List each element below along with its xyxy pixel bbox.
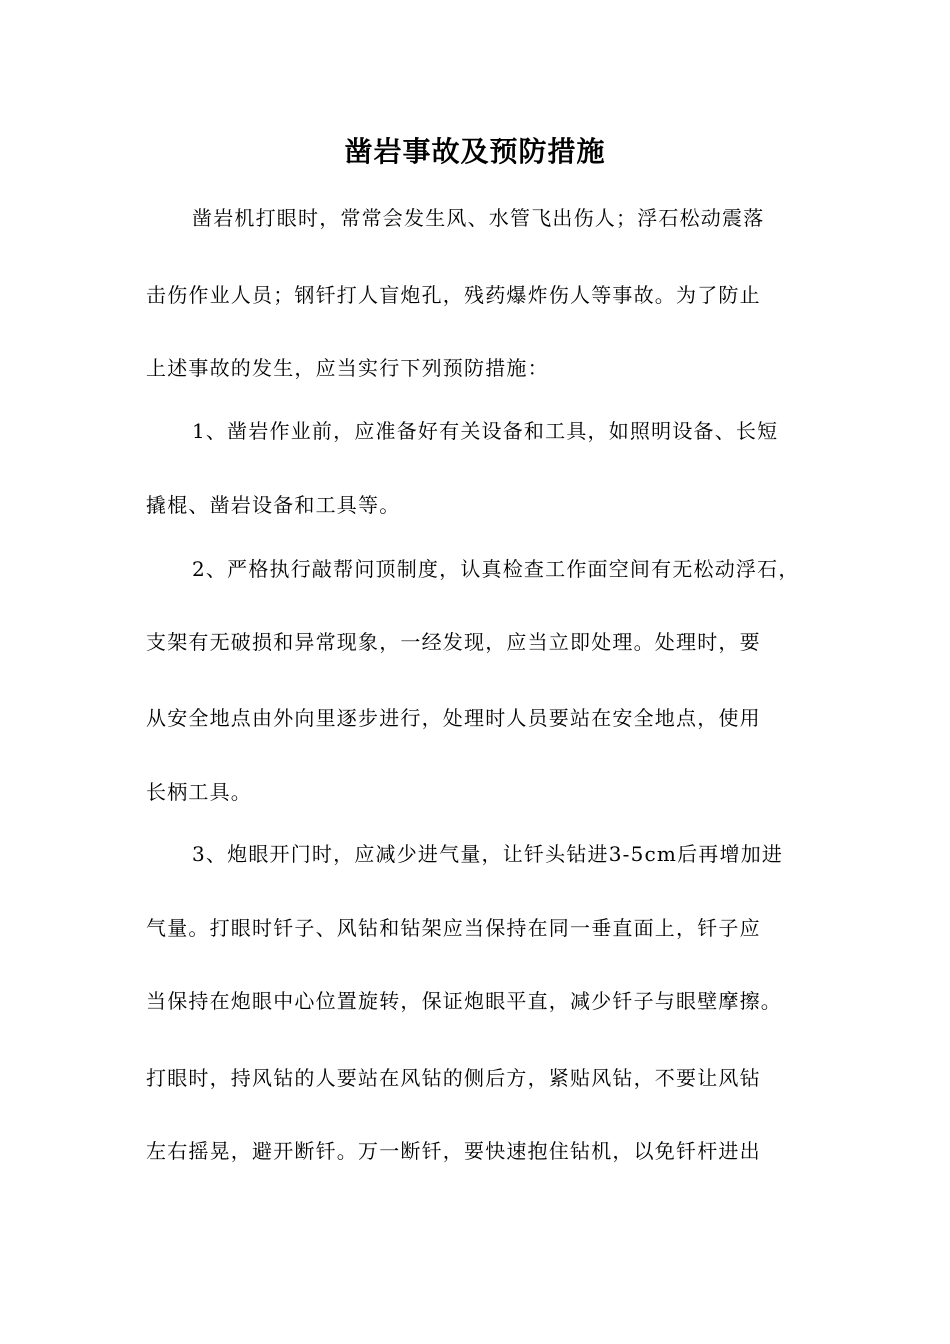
paragraph-line: 凿岩机打眼时，常常会发生风、水管飞出伤人；浮石松动震落 [192, 206, 765, 230]
paragraph-line: 3、炮眼开门时，应减少进气量，让钎头钻进3-5cm后再增加进 [192, 842, 784, 866]
paragraph-line: 撬棍、凿岩设备和工具等。 [146, 493, 401, 517]
paragraph-line: 2、严格执行敲帮问顶制度，认真检查工作面空间有无松动浮石， [192, 557, 800, 581]
paragraph-line: 1、凿岩作业前，应准备好有关设备和工具，如照明设备、长短 [192, 419, 779, 443]
paragraph-line: 当保持在炮眼中心位置旋转，保证炮眼平直，减少钎子与眼壁摩擦。 [146, 989, 782, 1013]
paragraph-line: 支架有无破损和异常现象，一经发现，应当立即处理。处理时，要 [146, 630, 761, 654]
paragraph-line: 击伤作业人员；钢钎打人盲炮孔，残药爆炸伤人等事故。为了防止 [146, 283, 761, 307]
paragraph-line: 长柄工具。 [146, 780, 252, 804]
paragraph-line: 从安全地点由外向里逐步进行，处理时人员要站在安全地点，使用 [146, 706, 761, 730]
document-title: 凿岩事故及预防措施 [344, 135, 606, 168]
paragraph-line: 气量。打眼时钎子、风钻和钻架应当保持在同一垂直面上，钎子应 [146, 916, 761, 940]
paragraph-line: 上述事故的发生，应当实行下列预防措施： [146, 356, 549, 380]
paragraph-line: 打眼时，持风钻的人要站在风钻的侧后方，紧贴风钻，不要让风钻 [146, 1066, 761, 1090]
paragraph-line: 左右摇晃，避开断钎。万一断钎，要快速抱住钻机，以免钎杆进出 [146, 1139, 761, 1163]
